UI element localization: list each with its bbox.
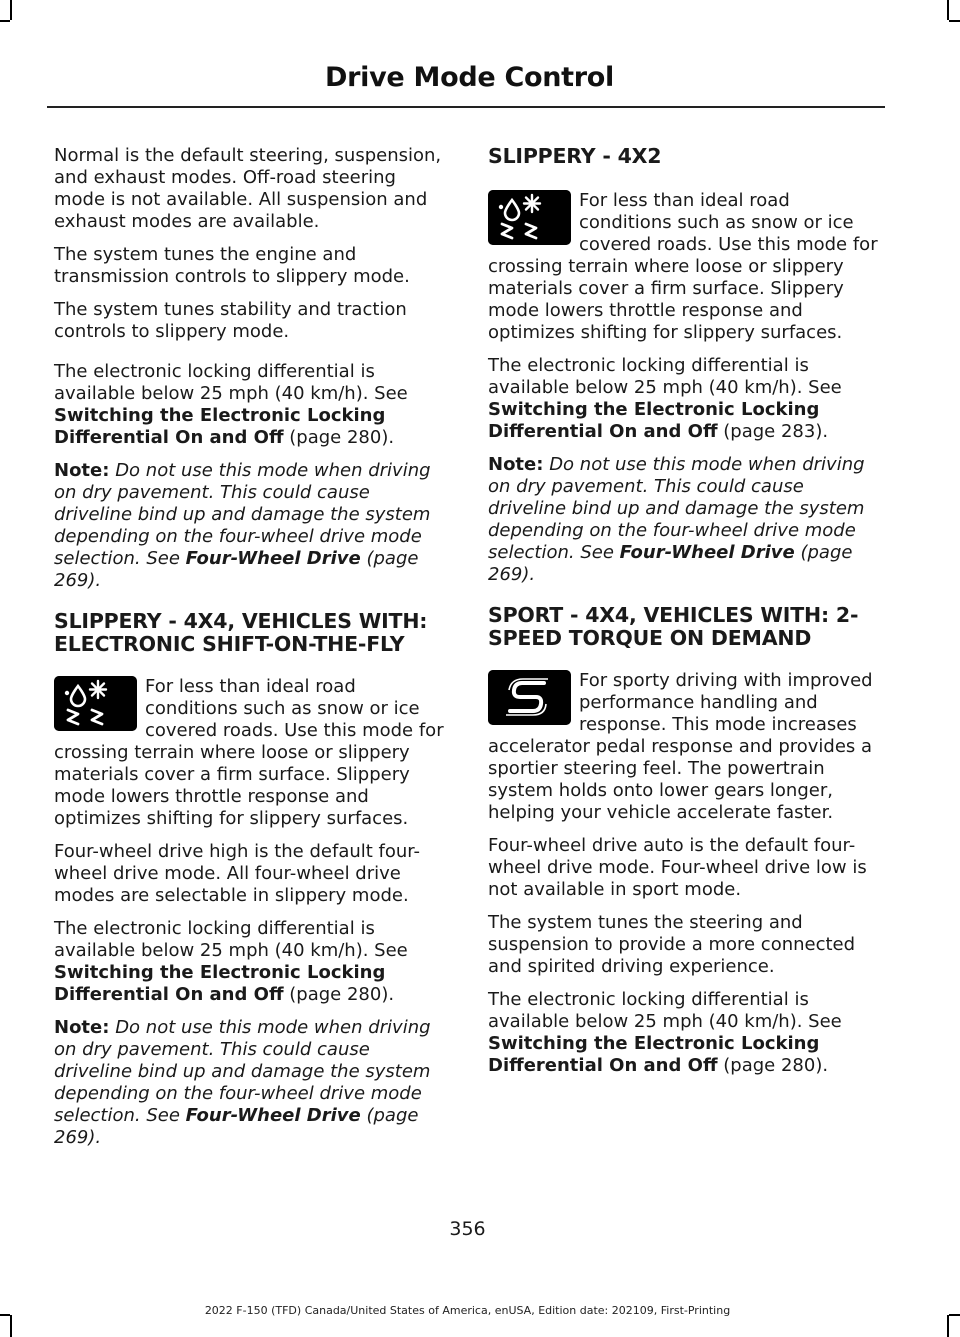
crop-mark	[949, 20, 960, 22]
four-wheel-drive-link[interactable]: Four-Wheel Drive	[619, 542, 795, 563]
section-paragraph: The system tunes the steering and suspension to provide a more connected and spirited driving experience.	[488, 912, 856, 977]
eld-paragraph: The electronic locking differential is available below 25 mph (40 km/h). See Switching the Electronic Locking Differential On and Off (page 280).	[488, 989, 842, 1076]
note-label: Note:	[54, 460, 110, 481]
section-heading: SPORT - 4X4, VEHICLES WITH: 2-SPEED TORQUE ON DEMAND	[488, 603, 859, 650]
note-paragraph: Note: Do not use this mode when driving on dry pavement. This could cause driveline bind up and damage the system depending on the four-wheel drive mode selection. See Four-Wheel Drive (page 269).	[54, 460, 431, 591]
eld-paragraph: The electronic locking differential is available below 25 mph (40 km/h). See Switching the Electronic Locking Differential On and Off (page 280).	[54, 361, 408, 448]
note-label: Note:	[488, 454, 544, 475]
section-paragraph: For sporty driving with improved performance handling and response. This mode increases accelerator pedal response and provides a sportier steering feel. The powertrain system holds onto lower gears longer, helping your vehicle accelerate faster.	[488, 670, 873, 823]
four-wheel-drive-link[interactable]: Four-Wheel Drive	[185, 548, 361, 569]
intro-paragraph: The system tunes stability and traction controls to slippery mode.	[54, 299, 407, 342]
note-paragraph: Note: Do not use this mode when driving on dry pavement. This could cause driveline bind up and damage the system depending on the four-wheel drive mode selection. See Four-Wheel Drive (page 269).	[54, 1017, 431, 1148]
page-number: 356	[449, 1218, 486, 1240]
section-paragraph: For less than ideal road conditions such as snow or ice covered roads. Use this mode for crossing terrain where loose or slippery materials cover a firm surface. Slippery mode lowers throttle response and optimizes shifting for slippery surfaces.	[488, 190, 878, 343]
intro-paragraph: Normal is the default steering, suspension, and exhaust modes. Off-road steering mode is not available. All suspension and exhaust modes are available.	[54, 145, 442, 232]
section-paragraph: For less than ideal road conditions such as snow or ice covered roads. Use this mode for crossing terrain where loose or slippery materials cover a firm surface. Slippery mode lowers throttle response and optimizes shifting for slippery surfaces.	[54, 676, 444, 829]
section-heading: SLIPPERY - 4X2	[488, 144, 662, 168]
section-paragraph: Four-wheel drive high is the default four-wheel drive mode. All four-wheel drive modes are selectable in slippery mode.	[54, 841, 421, 906]
crop-mark	[947, 1315, 949, 1337]
slippery-mode-icon	[54, 676, 137, 733]
eld-link[interactable]: Switching the Electronic Locking Differential On and Off	[488, 1033, 820, 1076]
eld-link[interactable]: Switching the Electronic Locking Differential On and Off	[54, 405, 386, 448]
eld-link[interactable]: Switching the Electronic Locking Differential On and Off	[54, 962, 386, 1005]
note-paragraph: Note: Do not use this mode when driving on dry pavement. This could cause driveline bind up and damage the system depending on the four-wheel drive mode selection. See Four-Wheel Drive (page 269).	[488, 454, 865, 585]
header-divider	[47, 106, 885, 108]
slippery-mode-icon	[488, 190, 571, 247]
crop-mark	[947, 0, 949, 20]
right-column	[488, 145, 881, 1088]
left-column	[54, 145, 452, 1160]
eld-link[interactable]: Switching the Electronic Locking Differential On and Off	[488, 399, 820, 442]
four-wheel-drive-link[interactable]: Four-Wheel Drive	[185, 1105, 361, 1126]
footer-edition-text: 2022 F-150 (TFD) Canada/United States of America, enUSA, Edition date: 202109, First-Printing	[204, 1304, 731, 1317]
page-title: Drive Mode Control	[325, 62, 614, 93]
intro-paragraph: The system tunes the engine and transmission controls to slippery mode.	[54, 244, 410, 287]
eld-paragraph: The electronic locking differential is available below 25 mph (40 km/h). See Switching the Electronic Locking Differential On and Off (page 283).	[488, 355, 842, 442]
section-paragraph: Four-wheel drive auto is the default four-wheel drive mode. Four-wheel drive low is not available in sport mode.	[488, 835, 867, 900]
crop-mark	[949, 1314, 960, 1316]
section-heading: SLIPPERY - 4X4, VEHICLES WITH: ELECTRONIC SHIFT-ON-THE-FLY	[54, 609, 428, 656]
eld-paragraph: The electronic locking differential is available below 25 mph (40 km/h). See Switching the Electronic Locking Differential On and Off (page 280).	[54, 918, 408, 1005]
crop-mark	[10, 1315, 12, 1337]
crop-mark	[10, 0, 12, 20]
crop-mark	[0, 20, 10, 22]
note-label: Note:	[54, 1017, 110, 1038]
sport-mode-icon	[488, 670, 571, 727]
